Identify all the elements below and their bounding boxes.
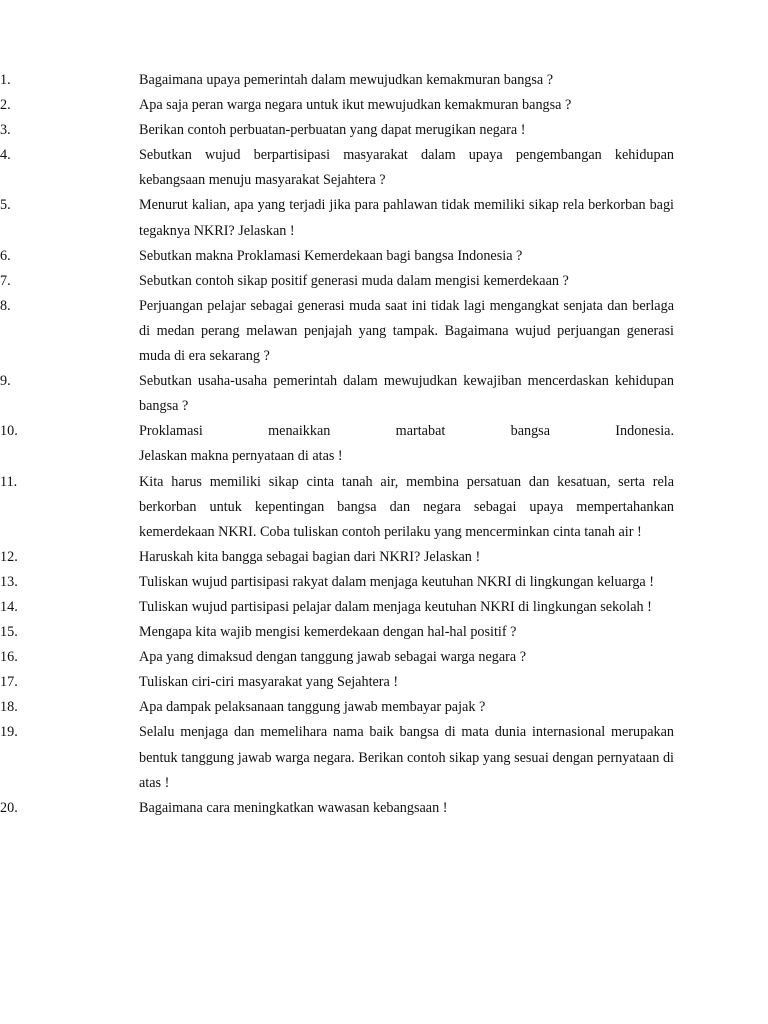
question-number: 1. (0, 72, 11, 88)
question-text: Apa dampak pelaksanaan tanggung jawab membayar pajak ? (139, 699, 486, 716)
question-text: Tuliskan ciri-ciri masyarakat yang Sejahtera ! (139, 674, 399, 691)
question-text: Sebutkan makna Proklamasi Kemerdekaan bagi bangsa Indonesia ? (139, 247, 523, 264)
question-number: 16. (0, 649, 18, 666)
question-list (0, 68, 674, 821)
question-number: 18. (0, 699, 18, 716)
question-number: 10. (0, 423, 18, 440)
question-number: 17. (0, 674, 18, 691)
question-text: Sebutkan contoh sikap positif generasi muda dalam mengisi kemerdekaan ? (139, 272, 569, 289)
question-item (0, 620, 674, 645)
question-text: Menurut kalian, apa yang terjadi jika para pahlawan tidak memiliki sikap rela berkorban bagi tegaknya NKRI? Jelaskan ! (139, 197, 674, 239)
question-text: Sebutkan usaha-usaha pemerintah dalam mewujudkan kewajiban mencerdaskan kehidupan bangsa ? (139, 373, 674, 415)
question-item (0, 545, 674, 570)
question-item (0, 470, 674, 545)
question-item (0, 695, 674, 720)
question-item (0, 68, 674, 93)
question-item (0, 645, 674, 670)
question-item (0, 419, 674, 469)
question-text: Kita harus memiliki sikap cinta tanah air, membina persatuan dan kesatuan, serta rela berkorban untuk kepentingan bangsa dan negara sebagai upaya mempertahankan kemerdekaan NKRI. Coba tuliskan contoh perilaku yang mencerminkan cinta tanah air ! (139, 473, 674, 540)
question-item (0, 269, 674, 294)
question-number: 11. (0, 473, 18, 490)
question-text-line1: Proklamasi menaikkan martabat bangsa Indonesia. (139, 423, 674, 440)
question-item (0, 595, 674, 620)
question-number: 6. (0, 247, 11, 264)
question-item (0, 369, 674, 419)
question-number: 2. (0, 97, 11, 114)
question-text: Apa yang dimaksud dengan tanggung jawab sebagai warga negara ? (139, 649, 526, 666)
question-number: 20. (0, 799, 18, 816)
question-number: 5. (0, 197, 11, 214)
question-text: Bagaimana upaya pemerintah dalam mewujudkan kemakmuran bangsa ? (139, 72, 554, 88)
question-text: Tuliskan wujud partisipasi pelajar dalam menjaga keutuhan NKRI di lingkungan sekolah ! (139, 598, 652, 615)
question-number: 13. (0, 573, 18, 590)
question-item (0, 244, 674, 269)
question-item (0, 118, 674, 143)
question-text: Perjuangan pelajar sebagai generasi muda saat ini tidak lagi mengangkat senjata dan berlaga di medan perang melawan penjajah yang tampak. Bagaimana wujud perjuangan generasi muda di era sekarang ? (139, 297, 674, 365)
question-item (0, 193, 674, 243)
question-text: Selalu menjaga dan memelihara nama baik bangsa di mata dunia internasional merupakan bentuk tanggung jawab warga negara. Berikan contoh sikap yang sesuai dengan pernyataan di atas ! (139, 724, 674, 791)
question-item (0, 720, 674, 795)
question-text: Tuliskan wujud partisipasi rakyat dalam menjaga keutuhan NKRI di lingkungan keluarga ! (139, 573, 654, 590)
question-number: 14. (0, 598, 18, 615)
question-number: 3. (0, 122, 11, 139)
question-item (0, 143, 674, 193)
question-text: Sebutkan wujud berpartisipasi masyarakat dalam upaya pengembangan kehidupan kebangsaan menuju masyarakat Sejahtera ? (139, 147, 674, 189)
question-item (0, 570, 674, 595)
question-number: 4. (0, 147, 11, 164)
question-item (0, 670, 674, 695)
question-text: Apa saja peran warga negara untuk ikut mewujudkan kemakmuran bangsa ? (139, 97, 572, 114)
question-text: Haruskah kita bangga sebagai bagian dari NKRI? Jelaskan ! (139, 548, 481, 565)
question-number: 19. (0, 724, 18, 741)
question-number: 15. (0, 624, 18, 641)
question-text: Mengapa kita wajib mengisi kemerdekaan dengan hal-hal positif ? (139, 624, 517, 641)
question-number: 8. (0, 297, 11, 314)
question-number: 9. (0, 373, 11, 390)
question-number: 12. (0, 548, 18, 565)
question-item (0, 294, 674, 369)
question-text-line2: Jelaskan makna pernyataan di atas ! (139, 448, 343, 465)
question-text: Berikan contoh perbuatan-perbuatan yang dapat merugikan negara ! (139, 122, 526, 139)
question-item (0, 93, 674, 118)
question-text: Bagaimana cara meningkatkan wawasan kebangsaan ! (139, 799, 448, 816)
question-item (0, 796, 674, 821)
question-number: 7. (0, 272, 11, 289)
